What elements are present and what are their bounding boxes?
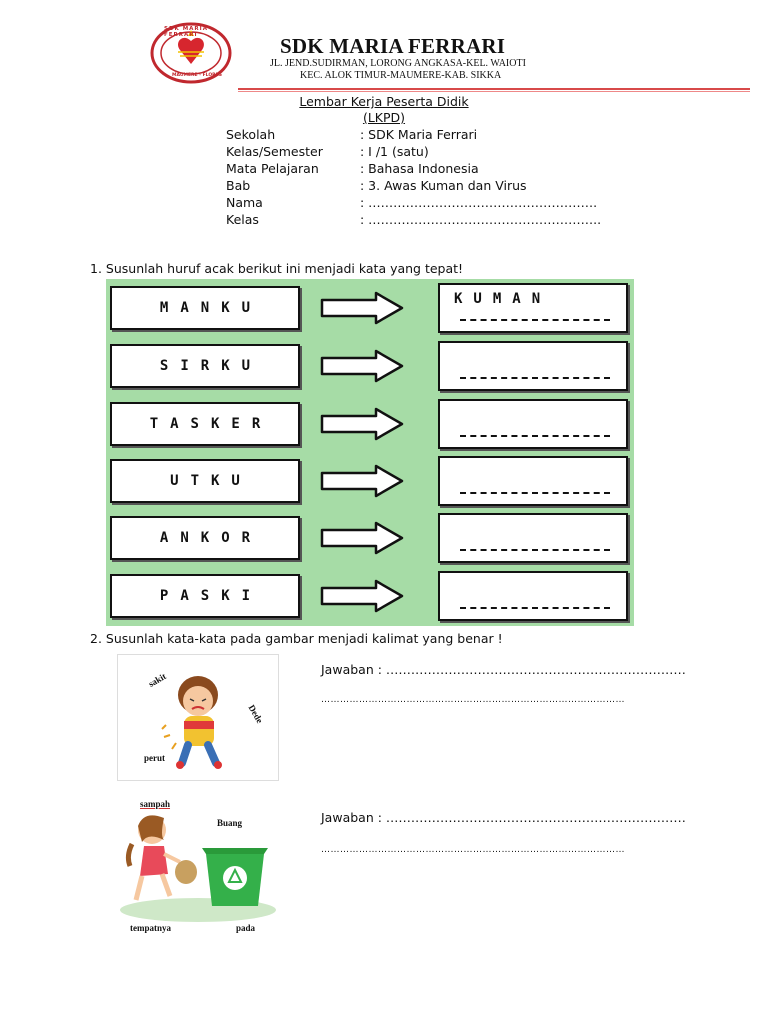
scrambled-box: [110, 402, 300, 446]
info-value: : I /1 (satu): [360, 144, 429, 159]
answer-box[interactable]: [438, 571, 628, 621]
answer-box[interactable]: [438, 283, 628, 333]
arrow-right-icon: [320, 407, 404, 441]
answer-blank: [460, 607, 610, 609]
scramble-row: [106, 283, 634, 333]
info-label: Mata Pelajaran: [226, 161, 319, 176]
header-rule-thin: [238, 91, 750, 92]
info-label: Nama: [226, 195, 263, 210]
scrambled-word: PASKI: [159, 588, 263, 604]
answer-blank: [460, 319, 610, 321]
scrambled-box: [110, 574, 300, 618]
scramble-row: [106, 513, 634, 563]
word-tile: Buang: [217, 818, 243, 828]
scrambled-box: [110, 459, 300, 503]
scramble-panel: [106, 279, 634, 626]
scrambled-box: [110, 516, 300, 560]
logo-text-bottom: MAUMERE - FLORES: [172, 73, 222, 78]
doc-title: Lembar Kerja Peserta Didik: [299, 94, 469, 109]
scrambled-word: TASKER: [149, 416, 273, 432]
answer-box[interactable]: [438, 399, 628, 449]
info-label: Kelas/Semester: [226, 144, 323, 159]
arrow-right-icon: [320, 464, 404, 498]
answer-box[interactable]: [438, 513, 628, 563]
answer-box[interactable]: [438, 341, 628, 391]
info-label: Kelas: [226, 212, 259, 227]
answer-blank: [460, 492, 610, 494]
word-tile: tempatnya: [130, 923, 171, 933]
arrow-right-icon: [320, 291, 404, 325]
answer-line-2[interactable]: Jawaban : ………………………………………………………………: [321, 810, 686, 825]
answer-blank: [460, 549, 610, 551]
header-rule: [238, 88, 750, 90]
word-tile: sakit: [146, 671, 168, 689]
girl-throwing-trash-into-bin-icon: [118, 796, 278, 932]
logo-text-top: SDK MARIA FERRARI: [164, 26, 208, 38]
question-1: 1. Susunlah huruf acak berikut ini menjadi kata yang tepat!: [90, 261, 464, 276]
scramble-row: [106, 399, 634, 449]
question-2: 2. Susunlah kata-kata pada gambar menjadi kalimat yang benar !: [90, 631, 503, 646]
info-value: : SDK Maria Ferrari: [360, 127, 478, 142]
scrambled-word: UTKU: [170, 473, 252, 489]
arrow-right-icon: [320, 349, 404, 383]
answer-blank: [460, 435, 610, 437]
name-field[interactable]: : ……………………………………………….: [360, 195, 598, 210]
info-label: Bab: [226, 178, 251, 193]
word-tile: perut: [144, 753, 165, 763]
answer-line-1b[interactable]: ……………………………………………………………………………………: [321, 695, 625, 705]
answer-line-1[interactable]: Jawaban : ………………………………………………………………: [321, 662, 686, 677]
answer-blank: [460, 377, 610, 379]
scramble-row: [106, 456, 634, 506]
scrambled-box: [110, 344, 300, 388]
word-tile: pada: [236, 923, 256, 933]
answer-line-2b[interactable]: ……………………………………………………………………………………: [321, 845, 625, 855]
arrow-right-icon: [320, 579, 404, 613]
scrambled-word: ANKOR: [159, 530, 263, 546]
info-value: : 3. Awas Kuman dan Virus: [360, 178, 527, 193]
answer-box[interactable]: [438, 456, 628, 506]
word-tile: Dede: [246, 703, 265, 725]
school-logo: [150, 22, 232, 84]
scrambled-word: MANKU: [159, 300, 263, 316]
picture-card-sick-boy: [117, 654, 279, 781]
scramble-row: [106, 571, 634, 621]
address-line-1: JL. JEND.SUDIRMAN, LORONG ANGKASA-KEL. WAIOTI: [270, 58, 526, 69]
word-tile: sampah: [140, 799, 171, 809]
arrow-right-icon: [320, 521, 404, 555]
answer-word: KUMAN: [454, 291, 552, 307]
class-field[interactable]: : ………………………………………………..: [360, 212, 602, 227]
scramble-row: [106, 341, 634, 391]
address-line-2: KEC. ALOK TIMUR-MAUMERE-KAB. SIKKA: [300, 70, 502, 81]
scrambled-box: [110, 286, 300, 330]
scrambled-word: SIRKU: [159, 358, 263, 374]
picture-card-trash: [118, 796, 278, 932]
school-name: SDK MARIA FERRARI: [280, 34, 506, 58]
info-label: Sekolah: [226, 127, 276, 142]
doc-subtitle: (LKPD): [362, 110, 406, 125]
info-value: : Bahasa Indonesia: [360, 161, 479, 176]
